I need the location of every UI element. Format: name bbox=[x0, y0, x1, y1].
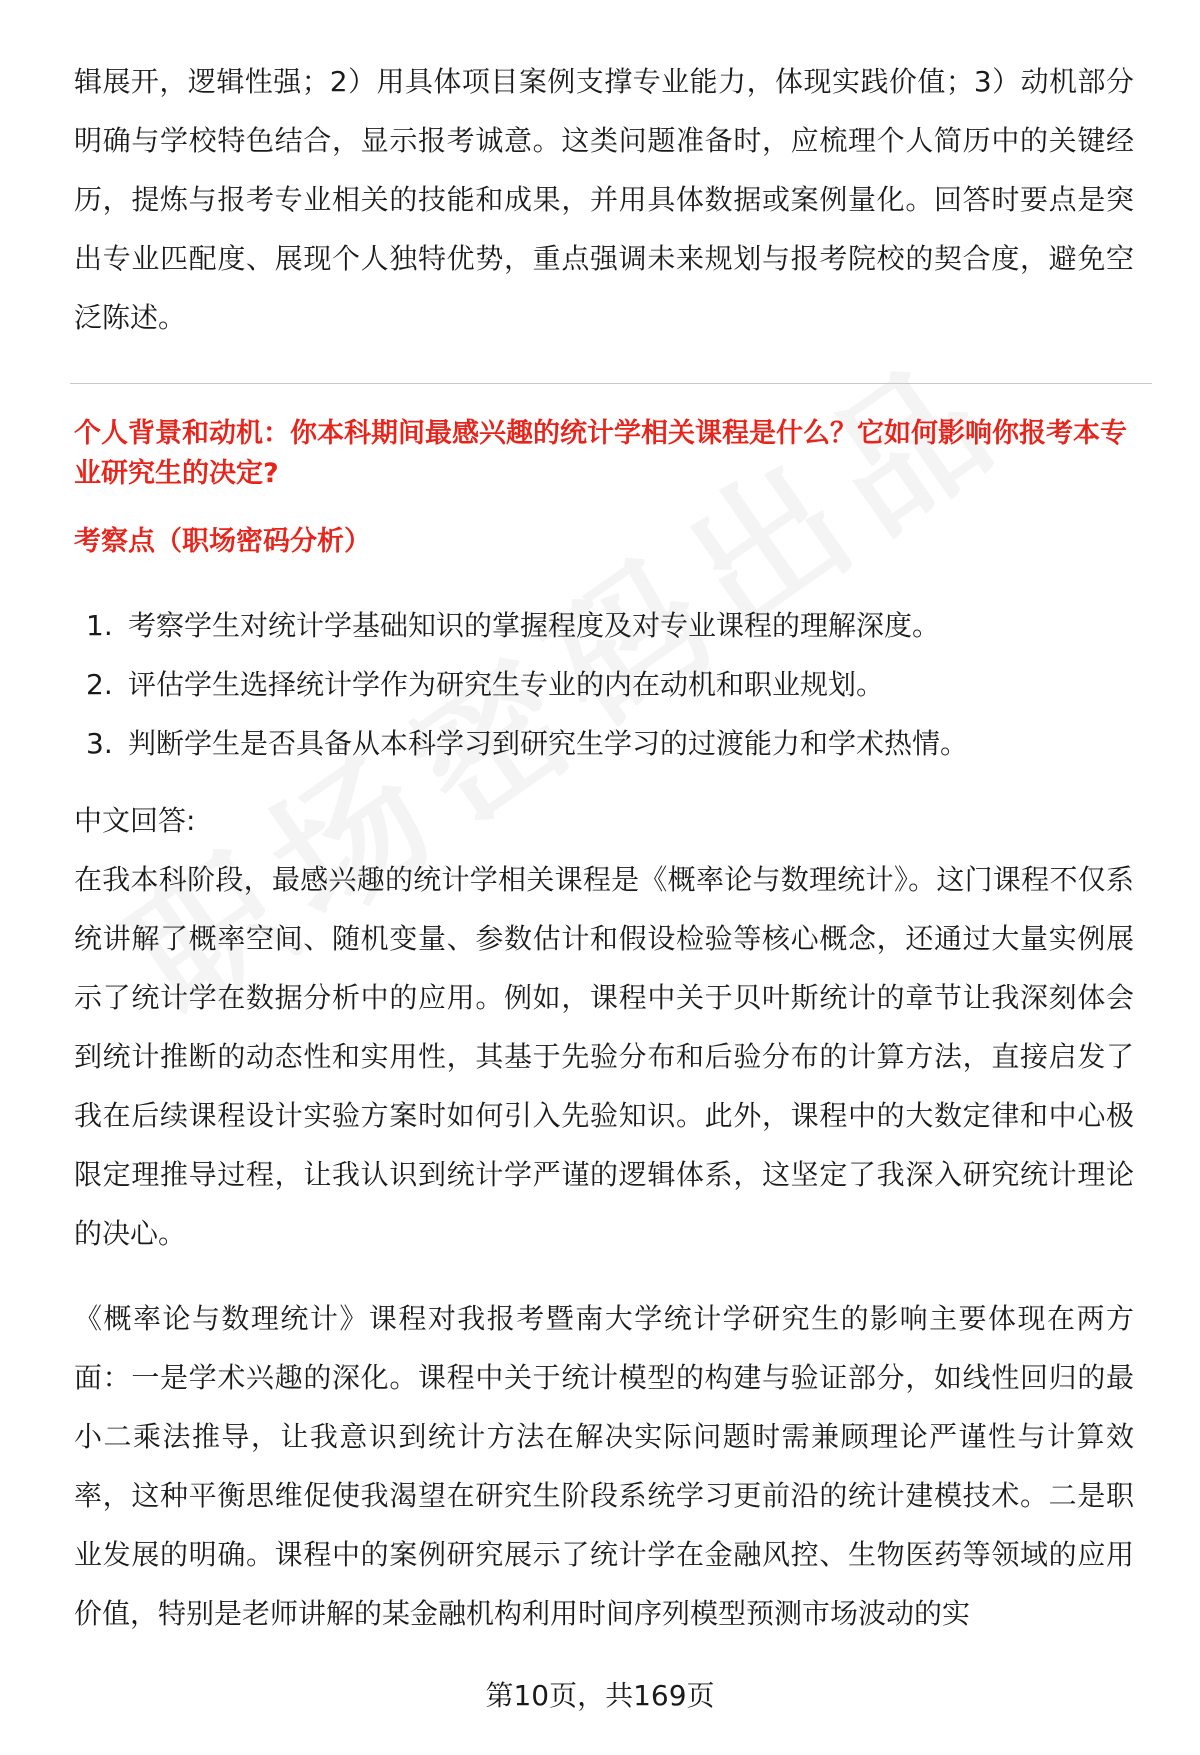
section-divider bbox=[70, 383, 1152, 384]
list-item bbox=[74, 596, 1134, 655]
list-item-text: 评估学生选择统计学作为研究生专业的内在动机和职业规划。 bbox=[128, 668, 885, 701]
list-item-number: 3. bbox=[86, 727, 113, 760]
answer-paragraph-1: 在我本科阶段，最感兴趣的统计学相关课程是《概率论与数理统计》。这门课程不仅系统讲解了概率空间、随机变量、参数估计和假设检验等核心概念，还通过大量实例展示了统计学在数据分析中的应用。例如，课程中关于贝叶斯统计的章节让我深刻体会到统计推断的动态性和实用性，其基于先验分布和后验分布的计算方法，直接启发了我在后续课程设计实验方案时如何引入先验知识。此外，课程中的大数定律和中心极限定理推导过程，让我认识到统计学严谨的逻辑体系，这坚定了我深入研究统计理论的决心。 bbox=[74, 863, 1134, 1250]
answer-paragraph-2: 《概率论与数理统计》课程对我报考暨南大学统计学研究生的影响主要体现在两方面：一是学术兴趣的深化。课程中关于统计模型的构建与验证部分，如线性回归的最小二乘法推导，让我意识到统计方法在解决实际问题时需兼顾理论严谨性与计算效率，这种平衡思维促使我渴望在研究生阶段系统学习更前沿的统计建模技术。二是职业发展的明确。课程中的案例研究展示了统计学在金融风控、生物医药等领域的应用价值，特别是老师讲解的某金融机构利用时间序列模型预测市场波动的实 bbox=[74, 1302, 1134, 1630]
question-title: 个人背景和动机：你本科期间最感兴趣的统计学相关课程是什么？它如何影响你报考本专业研究生的决定? bbox=[74, 418, 1127, 489]
list-item-number: 2. bbox=[86, 668, 113, 701]
page-content bbox=[74, 52, 1134, 1643]
list-item-text: 判断学生是否具备从本科学习到研究生学习的过渡能力和学术热情。 bbox=[128, 727, 969, 760]
answer-label: 中文回答: bbox=[74, 804, 196, 837]
list-item bbox=[74, 714, 1134, 773]
list-item bbox=[74, 655, 1134, 714]
assessment-points-title: 考察点（职场密码分析） bbox=[74, 526, 371, 557]
page-number-footer: 第10页，共169页 bbox=[485, 1679, 715, 1712]
list-item-text: 考察学生对统计学基础知识的掌握程度及对专业课程的理解深度。 bbox=[128, 609, 941, 642]
list-item-number: 1. bbox=[86, 609, 113, 642]
assessment-points-list bbox=[74, 596, 1134, 773]
intro-paragraph: 辑展开，逻辑性强；2）用具体项目案例支撑专业能力，体现实践价值；3）动机部分明确与学校特色结合，显示报考诚意。这类问题准备时，应梳理个人简历中的关键经历，提炼与报考专业相关的技能和成果，并用具体数据或案例量化。回答时要点是突出专业匹配度、展现个人独特优势，重点强调未来规划与报考院校的契合度，避免空泛陈述。 bbox=[74, 65, 1134, 334]
